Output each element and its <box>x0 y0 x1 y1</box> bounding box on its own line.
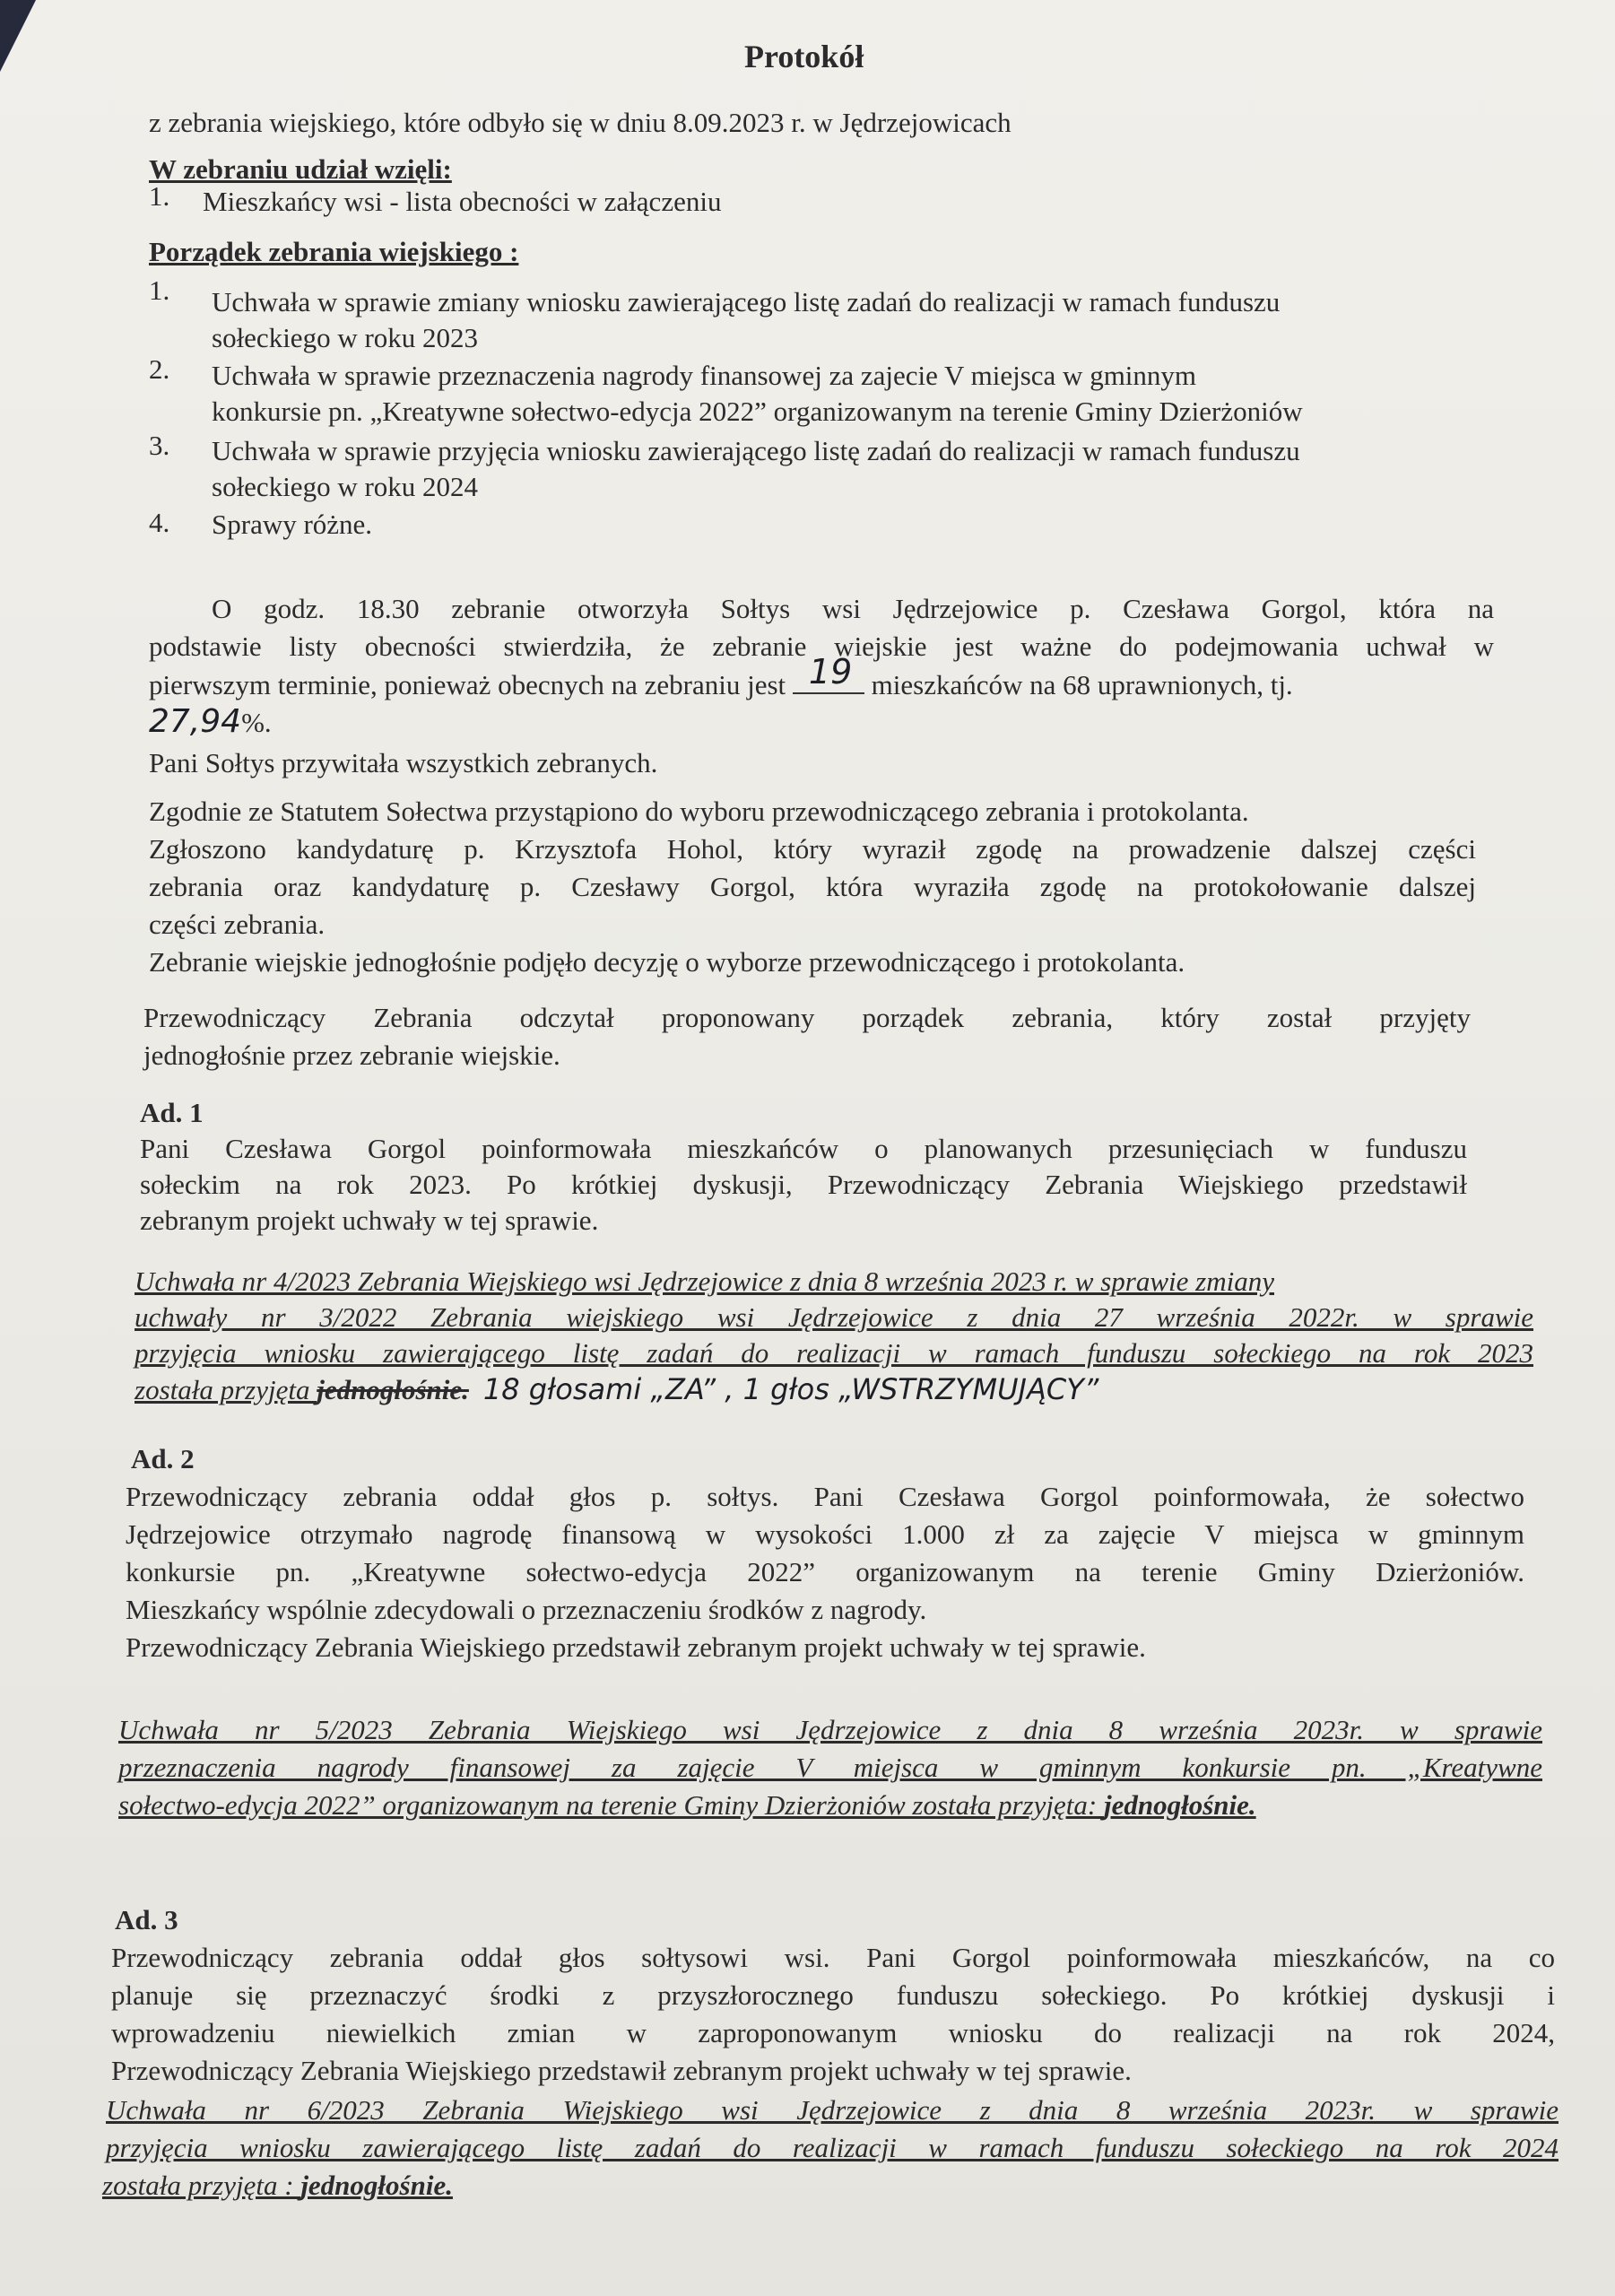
attendance-handwritten: 19 <box>808 652 853 691</box>
resolution-4-line-1: Uchwała nr 4/2023 Zebrania Wiejskiego wsi Jędrzejowice z dnia 8 września 2023 r. w sprawie zmiany <box>135 1265 1274 1297</box>
ad2-heading: Ad. 2 <box>131 1443 195 1474</box>
vote-result: jednogłośnie. <box>1103 1789 1256 1821</box>
statute-line-1: Zgodnie ze Statutem Sołectwa przystąpiono do wyboru przewodniczącego zebrania i protokolanta. <box>149 796 1249 827</box>
resolution-4-line-3: przyjęcia wniosku zawierającego listę zadań do realizacji w ramach funduszu sołeckiego na rok 2023 <box>135 1337 1533 1369</box>
participants-heading: W zebraniu udział wzięli: <box>149 153 452 185</box>
agenda-item-2-line1: Uchwała w sprawie przeznaczenia nagrody finansowej za zajecie V miejsca w gminnym <box>212 360 1197 391</box>
greeting: Pani Sołtys przywitała wszystkich zebranych. <box>149 747 658 778</box>
background-corner <box>0 0 36 72</box>
agenda-item-1-line2: sołeckiego w roku 2023 <box>212 322 479 353</box>
resolution-4-line-4: została przyjęta jednogłośnie. 18 głosami „ZA” , 1 głos „WSTRZYMUJĄCY” <box>135 1372 1099 1406</box>
vote-result: jednogłośnie. <box>300 2170 453 2201</box>
ad2-line-1: Przewodniczący zebrania oddał głos p. sołtys. Pani Czesława Gorgol poinformowała, że sołectwo <box>126 1481 1524 1512</box>
attendance-blank <box>793 652 864 694</box>
opening-line-1: O godz. 18.30 zebranie otworzyła Sołtys wsi Jędrzejowice p. Czesława Gorgol, która na <box>212 593 1494 624</box>
resolution-6-line-1: Uchwała nr 6/2023 Zebrania Wiejskiego wsi Jędrzejowice z dnia 8 września 2023r. w sprawie <box>106 2094 1559 2126</box>
ad1-line-3: zebranym projekt uchwały w tej sprawie. <box>140 1205 599 1236</box>
agenda-heading: Porządek zebrania wiejskiego : <box>149 236 519 267</box>
ad2-line-3: konkursie pn. „Kreatywne sołectwo-edycja 2022” organizowanym na terenie Gminy Dzierżoniów. <box>126 1556 1524 1587</box>
statute-line-4: części zebrania. <box>149 909 326 940</box>
ad3-line-2: planuje się przeznaczyć środki z przyszłorocznego funduszu sołeckiego. Po krótkiej dyskusji i <box>111 1979 1555 2011</box>
agenda-item-3-line2: sołeckiego w roku 2024 <box>212 471 479 502</box>
resolution-6-line-2: przyjęcia wniosku zawierającego listę zadań do realizacji w ramach funduszu sołeckiego na rok 2024 <box>106 2132 1559 2163</box>
resolution-5-line-1: Uchwała nr 5/2023 Zebrania Wiejskiego wsi Jędrzejowice z dnia 8 września 2023r. w sprawie <box>118 1714 1542 1745</box>
ad3-line-3: wprowadzeniu niewielkich zmian w zaproponowanym wniosku do realizacji na rok 2024, <box>111 2017 1555 2048</box>
resolution-5-line-3: sołectwo-edycja 2022” organizowanym na terenie Gminy Dzierżoniów została przyjęta: jednogłośnie. <box>118 1789 1256 1821</box>
document-title: Protokół <box>744 39 864 74</box>
statute-line-5: Zebranie wiejskie jednogłośnie podjęło decyzję o wyborze przewodniczącego i protokolanta. <box>149 946 1185 978</box>
agenda-read-line-2: jednogłośnie przez zebranie wiejskie. <box>143 1039 560 1071</box>
agenda-item-1-line1: Uchwała w sprawie zmiany wniosku zawierającego listę zadań do realizacji w ramach funduszu <box>212 286 1281 317</box>
opening-line-3: pierwszym terminie, ponieważ obecnych na zebraniu jest 19 mieszkańców na 68 uprawnionych, tj. <box>149 652 1293 700</box>
agenda-number-3: 3. <box>149 430 170 461</box>
agenda-number-1: 1. <box>149 274 170 306</box>
ad2-line-5: Przewodniczący Zebrania Wiejskiego przedstawił zebranym projekt uchwały w tej sprawie. <box>126 1631 1146 1663</box>
ad1-heading: Ad. 1 <box>140 1097 204 1128</box>
agenda-item-4: Sprawy różne. <box>212 509 373 540</box>
agenda-read-line-1: Przewodniczący Zebrania odczytał proponowany porządek zebrania, który został przyjęty <box>143 1002 1471 1033</box>
opening-line-2: podstawie listy obecności stwierdziła, że zebranie wiejskie jest ważne do podejmowania uchwał w <box>149 631 1494 662</box>
resolution-6-line-3: została przyjęta : jednogłośnie. <box>102 2170 453 2201</box>
meeting-info: z zebrania wiejskiego, które odbyło się w dniu 8.09.2023 r. w Jędrzejowicach <box>149 107 1012 138</box>
participant-item: Mieszkańcy wsi - lista obecności w załączeniu <box>203 186 722 217</box>
ad1-line-2: sołeckim na rok 2023. Po krótkiej dyskusji, Przewodniczący Zebrania Wiejskiego przedstawił <box>140 1169 1467 1200</box>
struck-unanimously: jednogłośnie. <box>317 1374 469 1405</box>
ad3-heading: Ad. 3 <box>115 1904 178 1935</box>
agenda-number-2: 2. <box>149 353 170 385</box>
statute-line-3: zebrania oraz kandydaturę p. Czesławy Gorgol, która wyraziła zgodę na protokołowanie dalszej <box>149 871 1476 902</box>
ad1-line-1: Pani Czesława Gorgol poinformowała mieszkańców o planowanych przesunięciach w funduszu <box>140 1133 1467 1164</box>
agenda-item-2-line2: konkursie pn. „Kreatywne sołectwo-edycja 2022” organizowanym na terenie Gminy Dzierżoniów <box>212 396 1303 427</box>
percent-handwritten: 27,94 <box>149 703 242 740</box>
ad2-line-2: Jędrzejowice otrzymało nagrodę finansową w wysokości 1.000 zł za zajęcie V miejsca w gminnym <box>126 1518 1524 1550</box>
resolution-4-line-2: uchwały nr 3/2022 Zebrania wiejskiego wsi Jędrzejowice z dnia 27 września 2022r. w sprawie <box>135 1301 1533 1333</box>
ad2-line-4: Mieszkańcy wspólnie zdecydowali o przeznaczeniu środków z nagrody. <box>126 1594 927 1625</box>
opening-line-4: 27,94%. <box>149 703 272 740</box>
statute-line-2: Zgłoszono kandydaturę p. Krzysztofa Hohol, który wyraził zgodę na prowadzenie dalszej części <box>149 833 1476 865</box>
ad3-line-1: Przewodniczący zebrania oddał głos sołtysowi wsi. Pani Gorgol poinformowała mieszkańców, na co <box>111 1942 1555 1973</box>
agenda-number-4: 4. <box>149 507 170 538</box>
ad3-line-4: Przewodniczący Zebrania Wiejskiego przedstawił zebranym projekt uchwały w tej sprawie. <box>111 2055 1132 2086</box>
participant-number: 1. <box>149 180 170 212</box>
vote-handwritten-note: 18 głosami „ZA” , 1 głos „WSTRZYMUJĄCY” <box>482 1372 1099 1406</box>
resolution-5-line-2: przeznaczenia nagrody finansowej za zajęcie V miejsca w gminnym konkursie pn. „Kreatywne <box>118 1752 1542 1783</box>
agenda-item-3-line1: Uchwała w sprawie przyjęcia wniosku zawierającego listę zadań do realizacji w ramach funduszu <box>212 435 1300 466</box>
